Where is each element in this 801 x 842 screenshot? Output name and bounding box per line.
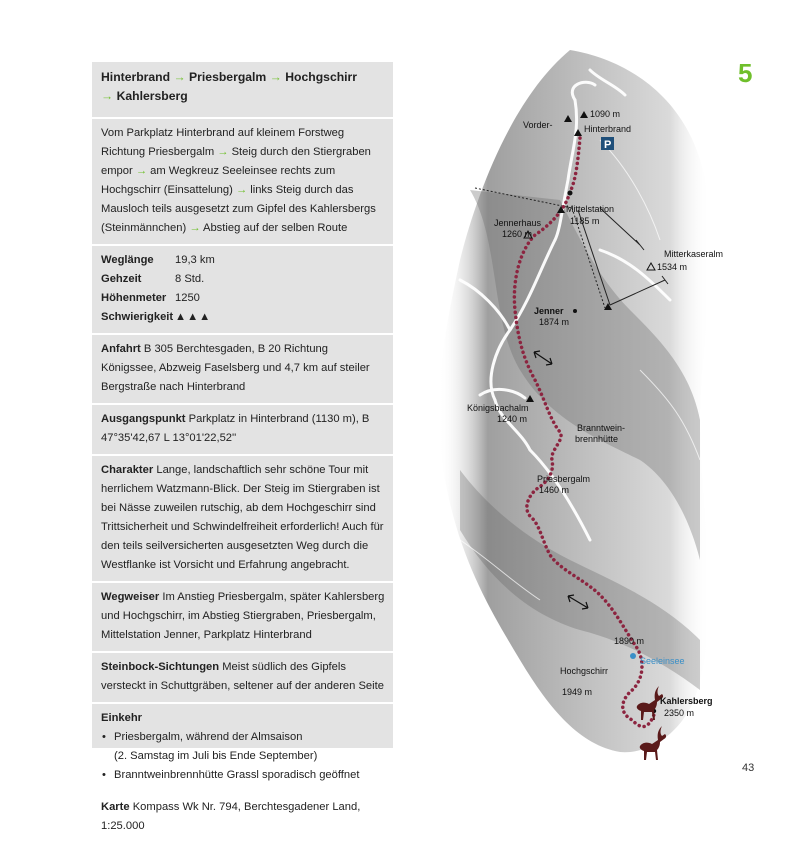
label-vorder: Vorder- xyxy=(523,120,553,130)
label-hochgschirr-elev: 1949 m xyxy=(562,687,593,697)
charakter-section xyxy=(92,456,393,583)
label-priesbergalm: Priesbergalm xyxy=(537,474,591,484)
einkehr-item-text: Branntweinbrennhütte Grassl sporadisch geöffnet xyxy=(114,769,360,781)
route-description xyxy=(92,119,393,246)
difficulty-triangles: ▲▲▲ xyxy=(175,311,212,323)
desc-step-5: Abstieg auf der selben Route xyxy=(203,222,348,234)
desc-step-3: am Wegkreuz Seeleinsee rechts zum Hochgschirr (Einsattelung) xyxy=(101,165,336,196)
stat-value: 19,3 km xyxy=(175,254,215,266)
title-part-4: Kahlersberg xyxy=(116,89,188,103)
label-hochgschirr: Hochgschirr xyxy=(560,666,609,676)
list-item xyxy=(101,766,385,785)
charakter-label: Charakter xyxy=(101,464,154,476)
stat-value: 8 Std. xyxy=(175,273,205,285)
wegweiser-label: Wegweiser xyxy=(101,591,160,603)
route-map xyxy=(400,40,730,760)
arrow-icon: → xyxy=(135,165,148,177)
karte-section xyxy=(92,793,393,842)
list-item xyxy=(101,728,385,766)
label-branntwein-1: Branntwein- xyxy=(577,423,626,433)
label-koenigsbachalm-elev: 1240 m xyxy=(497,414,528,424)
parking-label: P xyxy=(604,139,612,151)
tour-number: 5 xyxy=(738,58,753,88)
desc-step-2: Steig durch den Stiergraben empor xyxy=(101,146,371,177)
arrow-icon: → xyxy=(269,70,282,84)
stat-label: Weglänge xyxy=(101,254,154,266)
steinbock-label: Steinbock-Sichtungen xyxy=(101,661,220,673)
title-part-2: Priesbergalm xyxy=(189,70,267,84)
karte-label: Karte xyxy=(101,801,130,813)
label-branntwein-2: brennhütte xyxy=(575,434,619,444)
label-kahlersberg: Kahlersberg xyxy=(660,696,713,706)
einkehr-label: Einkehr xyxy=(101,712,143,724)
label-kahlersberg-elev: 2350 m xyxy=(664,708,695,718)
stat-value: 1250 xyxy=(175,292,200,304)
anfahrt-text: B 305 Berchtesgaden, B 20 Richtung Königssee, Abzweig Faselsberg und 4,7 km auf steiler Bergstraße nach Hinterbrand xyxy=(101,343,370,393)
label-hinterbrand-elev: 1090 m xyxy=(590,109,621,119)
ausgangspunkt-text: Parkplatz in Hinterbrand (1130 m), B 47°35'42,67 L 13°01'22,52'' xyxy=(101,413,370,444)
route-section xyxy=(92,62,393,119)
steinbock-text: Meist südlich des Gipfels versteckt in Schuttgräben, seltener auf der anderen Seite xyxy=(101,661,384,692)
arrow-icon: → xyxy=(173,70,186,84)
arrow-icon: → xyxy=(235,184,248,196)
label-mittelstation: Mittelstation xyxy=(566,204,615,214)
stats-section xyxy=(92,246,393,335)
steinbock-section xyxy=(92,653,393,704)
desc-step-4: links Steig durch das Mausloch teils ausgesetzt zum Gipfel des Kahlersbergs (Steinmännchen) xyxy=(101,184,376,234)
label-hinterbrand: Hinterbrand xyxy=(584,124,632,134)
wegweiser-section xyxy=(92,583,393,653)
wegweiser-text: Im Anstieg Priesbergalm, später Kahlersberg und Hochgschirr, im Abstieg Stiergraben, Priesbergalm, Mittelstation Jenner, Parkplatz Hinterbrand xyxy=(101,591,385,641)
anfahrt-section xyxy=(92,335,393,405)
arrow-icon: → xyxy=(101,89,114,103)
anfahrt-label: Anfahrt xyxy=(101,343,141,355)
einkehr-item-note: (2. Samstag im Juli bis Ende September) xyxy=(114,750,318,762)
einkehr-item-text: Priesbergalm, während der Almsaison xyxy=(114,731,303,743)
label-1890: 1890 m xyxy=(614,636,645,646)
ausgangspunkt-section xyxy=(92,405,393,456)
label-seeleinsee: Seeleinsee xyxy=(640,656,685,666)
stat-label: Gehzeit xyxy=(101,273,142,285)
charakter-text: Lange, landschaftlich sehr schöne Tour mit herrlichem Watzmann-Blick. Der Steig im Stiergraben ist bei Nässe zuweilen rutschig, ab dem Hochgeschirr sind Trittsicherheit und Schwindelfreiheit erforderlich! Auch für den teils seilversicherten ausgesetzten Weg durch die Westflanke ist Vorsicht und Erfahrung angebracht. xyxy=(101,464,384,571)
label-jenner-elev: 1874 m xyxy=(539,317,570,327)
label-jennerhaus: Jennerhaus xyxy=(494,218,542,228)
junction-dot xyxy=(568,191,573,196)
tour-info-box xyxy=(92,62,393,832)
title-part-3: Hochgschirr xyxy=(285,70,358,84)
arrow-icon: → xyxy=(189,222,201,234)
stat-row xyxy=(101,308,385,327)
label-jenner: Jenner xyxy=(534,306,564,316)
label-priesbergalm-elev: 1460 m xyxy=(539,485,570,495)
stat-row xyxy=(101,251,385,270)
title-part-1: Hinterbrand xyxy=(101,70,171,84)
route-title xyxy=(101,64,385,111)
stat-row xyxy=(101,289,385,308)
page-number: 43 xyxy=(742,762,755,774)
label-mitterkaseralm-elev: 1534 m xyxy=(657,262,688,272)
stat-row xyxy=(101,270,385,289)
arrow-icon: → xyxy=(217,146,229,158)
peak-dot xyxy=(573,309,577,313)
stat-label: Schwierigkeit xyxy=(101,311,174,323)
label-jennerhaus-elev: 1260 m xyxy=(502,229,533,239)
desc-step-1: Vom Parkplatz Hinterbrand auf kleinem Forstweg Richtung Priesbergalm xyxy=(101,127,345,158)
label-mittelstation-elev: 1185 m xyxy=(570,216,600,226)
ausgangspunkt-label: Ausgangspunkt xyxy=(101,413,186,425)
stat-label: Höhenmeter xyxy=(101,292,167,304)
einkehr-section xyxy=(92,704,393,793)
label-koenigsbachalm: Königsbachalm xyxy=(467,403,529,413)
label-mitterkaseralm: Mitterkaseralm xyxy=(664,249,724,259)
karte-text: Kompass Wk Nr. 794, Berchtesgadener Land, 1:25.000 xyxy=(101,801,361,832)
lake-seeleinsee xyxy=(630,653,636,659)
